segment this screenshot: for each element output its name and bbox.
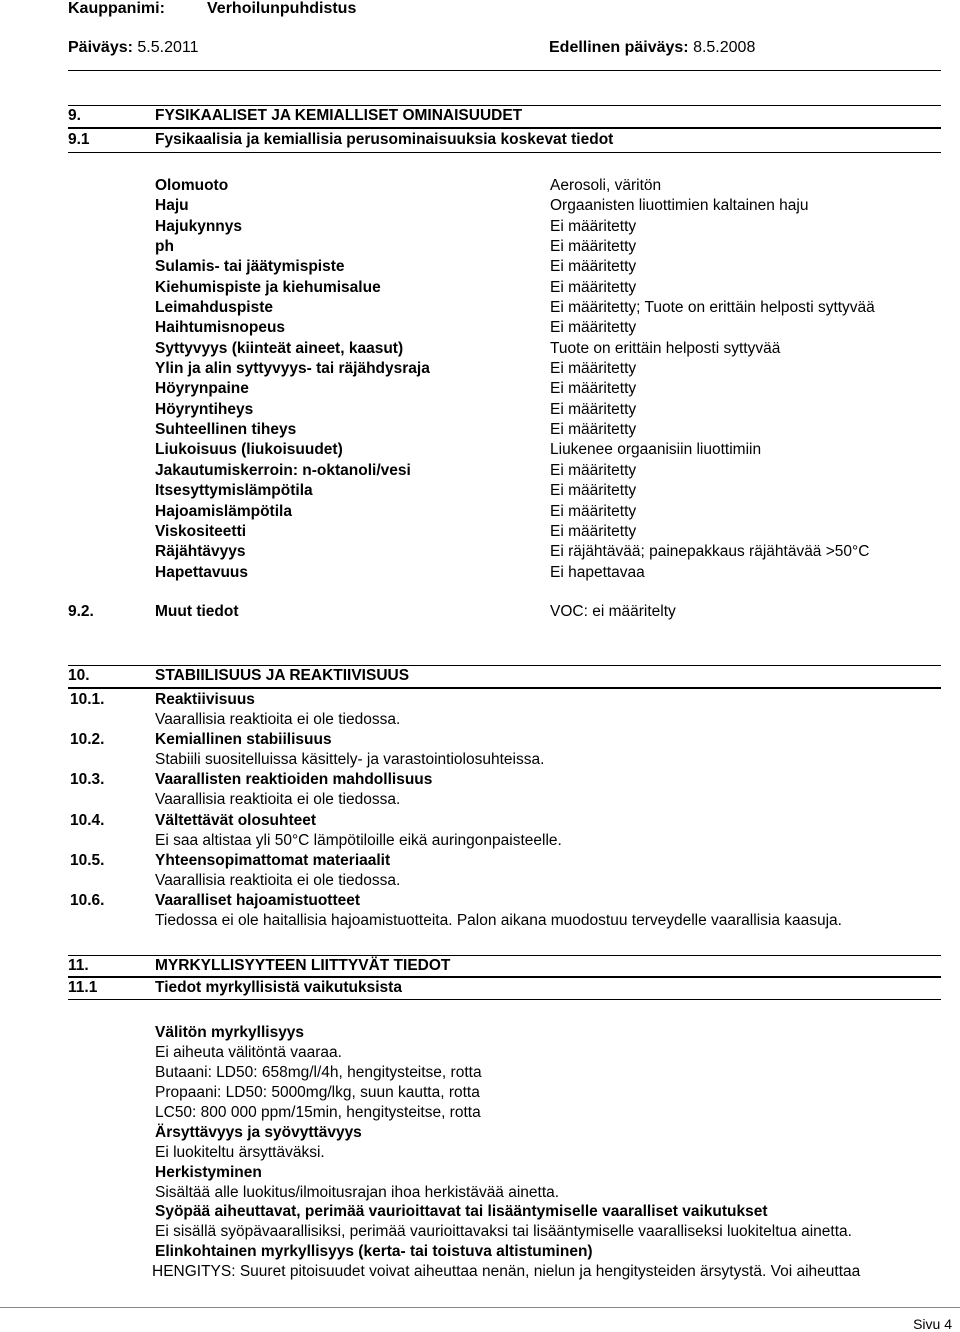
property-label: Kiehumispiste ja kiehumisalue xyxy=(155,278,381,296)
property-value: Ei määritetty xyxy=(550,380,637,398)
subsection-header xyxy=(70,690,940,710)
property-label: Sulamis- tai jäätymispiste xyxy=(155,258,345,276)
toxicology-text xyxy=(152,1023,861,1282)
subsection-text: Vaarallisia reaktioita ei ole tiedossa. xyxy=(155,871,401,889)
property-label: Olomuoto xyxy=(155,177,229,194)
property-value: Aerosoli, väritön xyxy=(550,177,662,194)
section9-1-number: 9.1 xyxy=(68,131,90,148)
property-label: Syttyvyys (kiinteät aineet, kaasut) xyxy=(155,339,404,357)
section9-rule-bottom xyxy=(68,127,941,129)
property-value: Ei määritetty xyxy=(550,400,637,418)
subsection-text: Ei saa altistaa yli 50°C lämpötiloille eikä auringonpaisteelle. xyxy=(155,831,562,849)
toxicology-line: Ei aiheuta välitöntä vaaraa. xyxy=(155,1043,342,1061)
property-label: Jakautumiskerroin: n-oktanoli/vesi xyxy=(155,461,411,479)
subsection-header xyxy=(70,770,940,790)
section11-rule-bottom xyxy=(68,976,941,978)
property-value: Ei määritetty xyxy=(550,238,637,256)
subsection-text-row xyxy=(70,831,940,851)
date-value: 5.5.2011 xyxy=(137,39,199,56)
subsection-header xyxy=(70,730,940,750)
section10-items xyxy=(70,690,940,931)
previous-date-value: 8.5.2008 xyxy=(693,39,756,56)
property-value: Ei määritetty xyxy=(550,482,637,500)
footer-divider xyxy=(0,1307,960,1308)
subsection-number: 10.3. xyxy=(70,771,105,789)
subsection-text-row xyxy=(70,750,940,770)
subsection-title: Vaarallisten reaktioiden mahdollisuus xyxy=(155,771,433,789)
section9-2-number: 9.2. xyxy=(68,603,94,620)
subsection-title: Vaaralliset hajoamistuotteet xyxy=(155,891,361,909)
property-value: Liukenee orgaanisiin liuottimiin xyxy=(550,441,762,459)
section11-1-title: Tiedot myrkyllisistä vaikutuksista xyxy=(155,979,402,996)
toxicology-line: LC50: 800 000 ppm/15min, hengitysteitse, rotta xyxy=(155,1103,481,1121)
property-label: Viskositeetti xyxy=(155,522,247,540)
trade-name-label: Kauppanimi: xyxy=(68,0,165,17)
property-value: Ei määritetty xyxy=(550,258,637,276)
page-number: Sivu 4 xyxy=(913,1316,952,1332)
section10-title: STABIILISUUS JA REAKTIIVISUUS xyxy=(155,667,410,684)
toxicology-line: Propaani: LD50: 5000mg/lkg, suun kautta, rotta xyxy=(155,1083,480,1101)
section9-2-title: Muut tiedot xyxy=(155,603,239,620)
toxicology-heading: Välitön myrkyllisyys xyxy=(155,1024,305,1041)
subsection-text-row xyxy=(70,790,940,810)
section11-1-number: 11.1 xyxy=(68,979,98,996)
subsection-text-row xyxy=(70,871,940,891)
header-divider xyxy=(68,70,941,71)
property-value: Ei määritetty xyxy=(550,421,637,439)
toxicology-heading: Elinkohtainen myrkyllisyys (kerta- tai toistuva altistuminen) xyxy=(155,1243,593,1261)
property-value: Orgaanisten liuottimien kaltainen haju xyxy=(550,197,809,215)
subsection-header xyxy=(70,891,940,911)
subsection-number: 10.6. xyxy=(70,891,105,909)
property-value: Ei räjähtävää; painepakkaus räjähtävää >50°C xyxy=(550,543,870,561)
property-value: Ei määritetty; Tuote on erittäin helposti syttyvää xyxy=(550,299,875,317)
toxicology-heading: Syöpää aiheuttavat, perimää vaurioittavat tai lisääntymiselle vaaralliset vaikutukset xyxy=(155,1203,768,1221)
subsection-title: Yhteensopimattomat materiaalit xyxy=(155,851,391,869)
property-label: Itsesyttymislämpötila xyxy=(155,482,313,500)
subsection-text: Stabiili suositelluissa käsittely- ja varastointiolosuhteissa. xyxy=(155,751,545,769)
subsection-header xyxy=(70,851,940,871)
subsection-text-row xyxy=(70,911,940,931)
property-label: ph xyxy=(155,238,174,256)
subsection-title: Kemiallinen stabiilisuus xyxy=(155,731,332,749)
previous-date-label: Edellinen päiväys: xyxy=(549,39,689,56)
property-label: Leimahduspiste xyxy=(155,299,273,317)
property-value: Ei määritetty xyxy=(550,461,637,479)
section9-rule-top xyxy=(68,105,941,106)
section9-title: FYSIKAALISET JA KEMIALLISET OMINAISUUDET xyxy=(155,107,523,124)
subsection-number: 10.1. xyxy=(70,691,105,708)
section9-number: 9. xyxy=(68,107,81,124)
date-label: Päiväys: xyxy=(68,39,133,56)
section11-1-rule xyxy=(68,999,941,1000)
property-label: Hajoamislämpötila xyxy=(155,502,292,520)
property-label: Ylin ja alin syttyvyys- tai räjähdysraja xyxy=(155,360,430,378)
toxicology-line: Ei sisällä syöpävaarallisiksi, perimää vaurioittavaksi tai lisääntymiselle vaaralliseksi luokiteltua ainetta. xyxy=(155,1223,852,1241)
section11-title: MYRKYLLISYYTEEN LIITTYVÄT TIEDOT xyxy=(155,957,451,974)
section9-1-title: Fysikaalisia ja kemiallisia perusominaisuuksia koskevat tiedot xyxy=(155,131,614,148)
property-value: Ei määritetty xyxy=(550,360,637,378)
property-label: Hapettavuus xyxy=(155,563,249,581)
toxicology-line: Butaani: LD50: 658mg/l/4h, hengitysteitse, rotta xyxy=(155,1063,482,1081)
section10-rule-bottom xyxy=(68,687,941,689)
trade-name-value: Verhoilunpuhdistus xyxy=(207,0,357,17)
toxicology-line: Sisältää alle luokitus/ilmoitusrajan ihoa herkistävää ainetta. xyxy=(155,1183,560,1201)
toxicology-line: Ei luokiteltu ärsyttäväksi. xyxy=(155,1143,325,1161)
date-line xyxy=(68,39,198,57)
subsection-title: Vältettävät olosuhteet xyxy=(155,811,317,829)
property-label: Räjähtävyys xyxy=(155,543,246,561)
property-label: Hajukynnys xyxy=(155,217,243,235)
property-value: Ei hapettavaa xyxy=(550,563,645,581)
property-label: Höyryntiheys xyxy=(155,400,254,418)
section9-1-rule xyxy=(68,152,941,153)
section10-number: 10. xyxy=(68,667,90,684)
toxicology-heading: Herkistyminen xyxy=(155,1163,262,1181)
subsection-number: 10.5. xyxy=(70,851,105,869)
property-value: Tuote on erittäin helposti syttyvää xyxy=(550,339,781,357)
property-value: Ei määritetty xyxy=(550,278,637,296)
subsection-text-row xyxy=(70,710,940,730)
property-value: Ei määritetty xyxy=(550,217,637,235)
section11-rule-top xyxy=(68,955,941,956)
section10-rule-top xyxy=(68,665,941,666)
property-value: Ei määritetty xyxy=(550,522,637,540)
property-label: Liukoisuus (liukoisuudet) xyxy=(155,441,343,459)
property-value: Ei määritetty xyxy=(550,502,637,520)
section11-number: 11. xyxy=(68,957,89,974)
toxicology-line: HENGITYS: Suuret pitoisuudet voivat aiheuttaa nenän, nielun ja hengitysteiden ärsytystä. Voi aiheuttaa xyxy=(152,1263,861,1281)
property-label: Haju xyxy=(155,197,189,215)
subsection-number: 10.2. xyxy=(70,731,105,749)
subsection-text: Tiedossa ei ole haitallisia hajoamistuotteita. Palon aikana muodostuu terveydelle vaarallisia kaasuja. xyxy=(155,912,842,930)
property-label: Höyrynpaine xyxy=(155,380,249,398)
property-label: Suhteellinen tiheys xyxy=(155,421,297,439)
subsection-text: Vaarallisia reaktioita ei ole tiedossa. xyxy=(155,711,401,729)
toxicology-heading: Ärsyttävyys ja syövyttävyys xyxy=(155,1123,362,1141)
property-value: Ei määritetty xyxy=(550,319,637,337)
subsection-number: 10.4. xyxy=(70,811,105,829)
previous-date-line xyxy=(549,39,755,57)
subsection-header xyxy=(70,811,940,831)
section9-2-value: VOC: ei määritelty xyxy=(550,603,676,620)
subsection-text: Vaarallisia reaktioita ei ole tiedossa. xyxy=(155,791,401,809)
property-label: Haihtumisnopeus xyxy=(155,319,286,337)
subsection-title: Reaktiivisuus xyxy=(155,691,255,708)
